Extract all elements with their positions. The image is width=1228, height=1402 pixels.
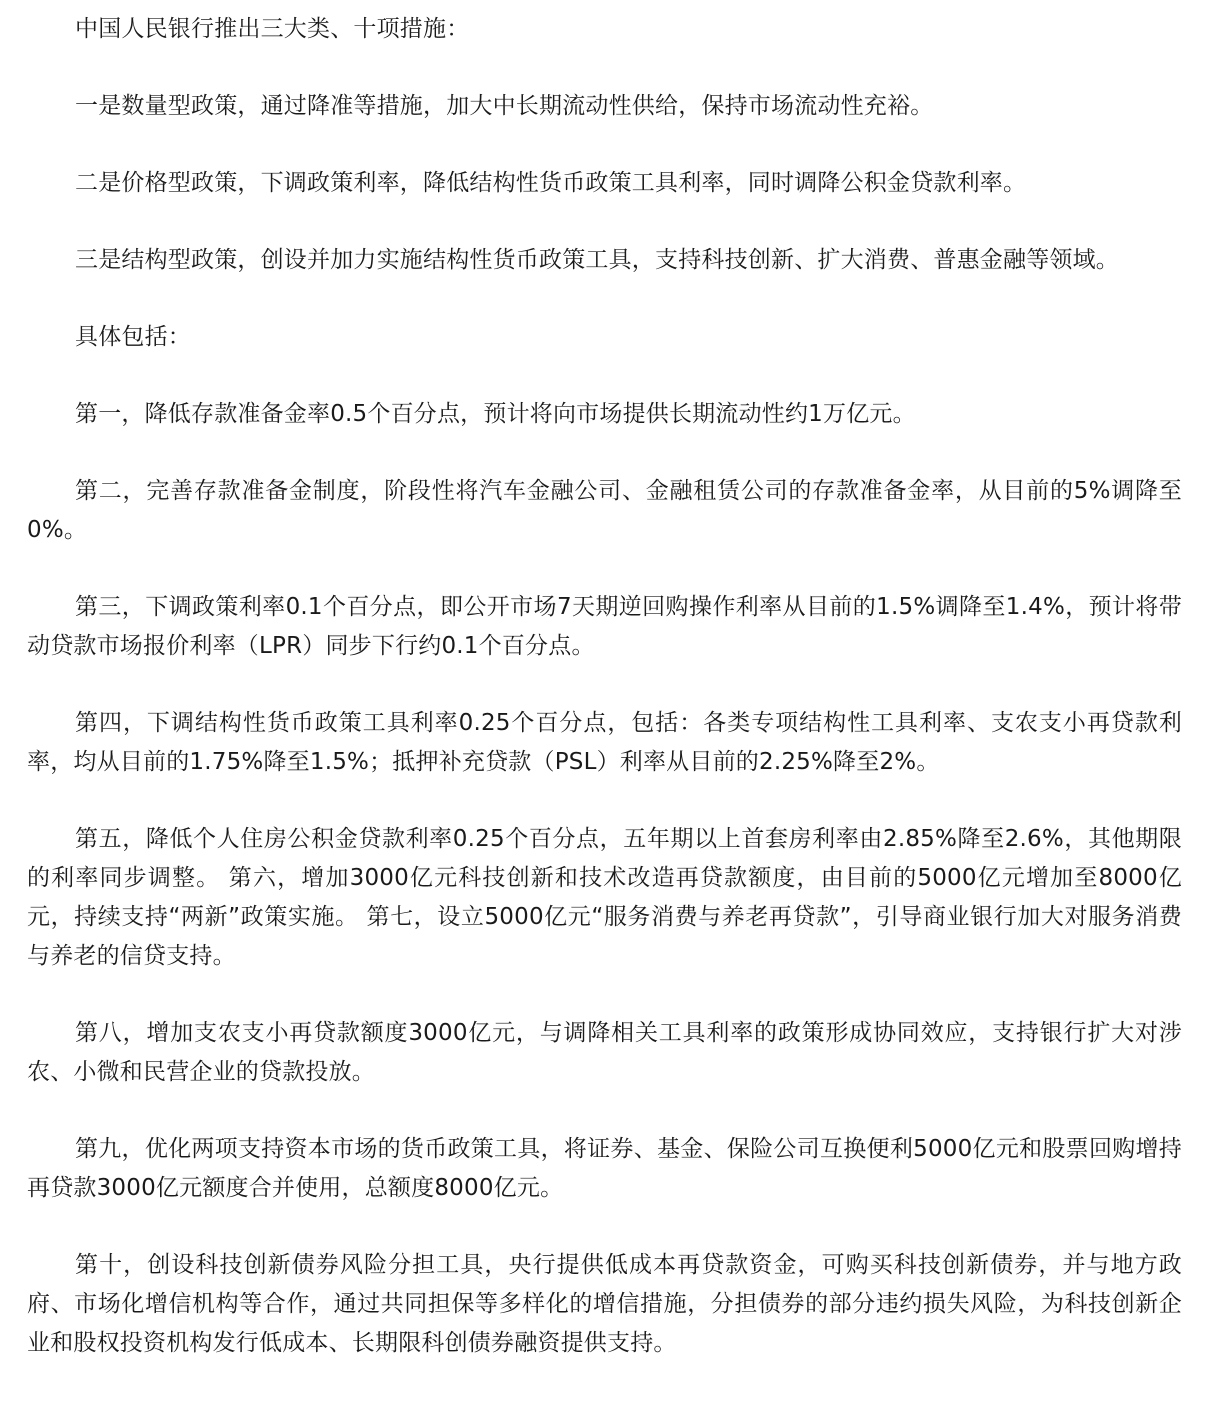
measure-9-paragraph: 第九，优化两项支持资本市场的货币政策工具，将证券、基金、保险公司互换便利5000亿元和股票回购增持再贷款3000亿元额度合并使用，总额度8000亿元。: [27, 1136, 1182, 1201]
measure-5-7-paragraph: 第五，降低个人住房公积金贷款利率0.25个百分点，五年期以上首套房利率由2.85%降至2.6%，其他期限的利率同步调整。 第六，增加3000亿元科技创新和技术改造再贷款额度，由目前的5000亿元增加至8000亿元，持续支持“两新”政策实施。 第七，设立5000亿元“服务消费与养老再贷款”，引导商业银行加大对服务消费与养老的信贷支持。: [27, 826, 1182, 969]
policy-structure-paragraph: 三是结构型政策，创设并加力实施结构性货币政策工具，支持科技创新、扩大消费、普惠金融等领域。: [75, 247, 1119, 273]
measure-4-paragraph: 第四，下调结构性货币政策工具利率0.25个百分点，包括：各类专项结构性工具利率、支农支小再贷款利率，均从目前的1.75%降至1.5%；抵押补充贷款（PSL）利率从目前的2.25%降至2%。: [27, 710, 1182, 775]
policy-price-paragraph: 二是价格型政策，下调政策利率，降低结构性货币政策工具利率，同时调降公积金贷款利率。: [75, 170, 1027, 196]
intro-paragraph: 中国人民银行推出三大类、十项措施：: [75, 16, 470, 42]
policy-quantity-paragraph: 一是数量型政策，通过降准等措施，加大中长期流动性供给，保持市场流动性充裕。: [75, 93, 934, 119]
measure-1-paragraph: 第一，降低存款准备金率0.5个百分点，预计将向市场提供长期流动性约1万亿元。: [75, 401, 916, 427]
measure-10-paragraph: 第十，创设科技创新债券风险分担工具，央行提供低成本再贷款资金，可购买科技创新债券，并与地方政府、市场化增信机构等合作，通过共同担保等多样化的增信措施，分担债券的部分违约损失风险，为科技创新企业和股权投资机构发行低成本、长期限科创债券融资提供支持。: [27, 1252, 1182, 1356]
measure-8-paragraph: 第八，增加支农支小再贷款额度3000亿元，与调降相关工具利率的政策形成协同效应，支持银行扩大对涉农、小微和民营企业的贷款投放。: [27, 1020, 1182, 1085]
details-heading-paragraph: 具体包括：: [75, 324, 191, 350]
article-body: [27, 10, 1182, 1401]
measure-2-paragraph: 第二，完善存款准备金制度，阶段性将汽车金融公司、金融租赁公司的存款准备金率，从目前的5%调降至0%。: [27, 478, 1182, 543]
measure-3-paragraph: 第三，下调政策利率0.1个百分点，即公开市场7天期逆回购操作利率从目前的1.5%调降至1.4%，预计将带动贷款市场报价利率（LPR）同步下行约0.1个百分点。: [27, 594, 1182, 659]
